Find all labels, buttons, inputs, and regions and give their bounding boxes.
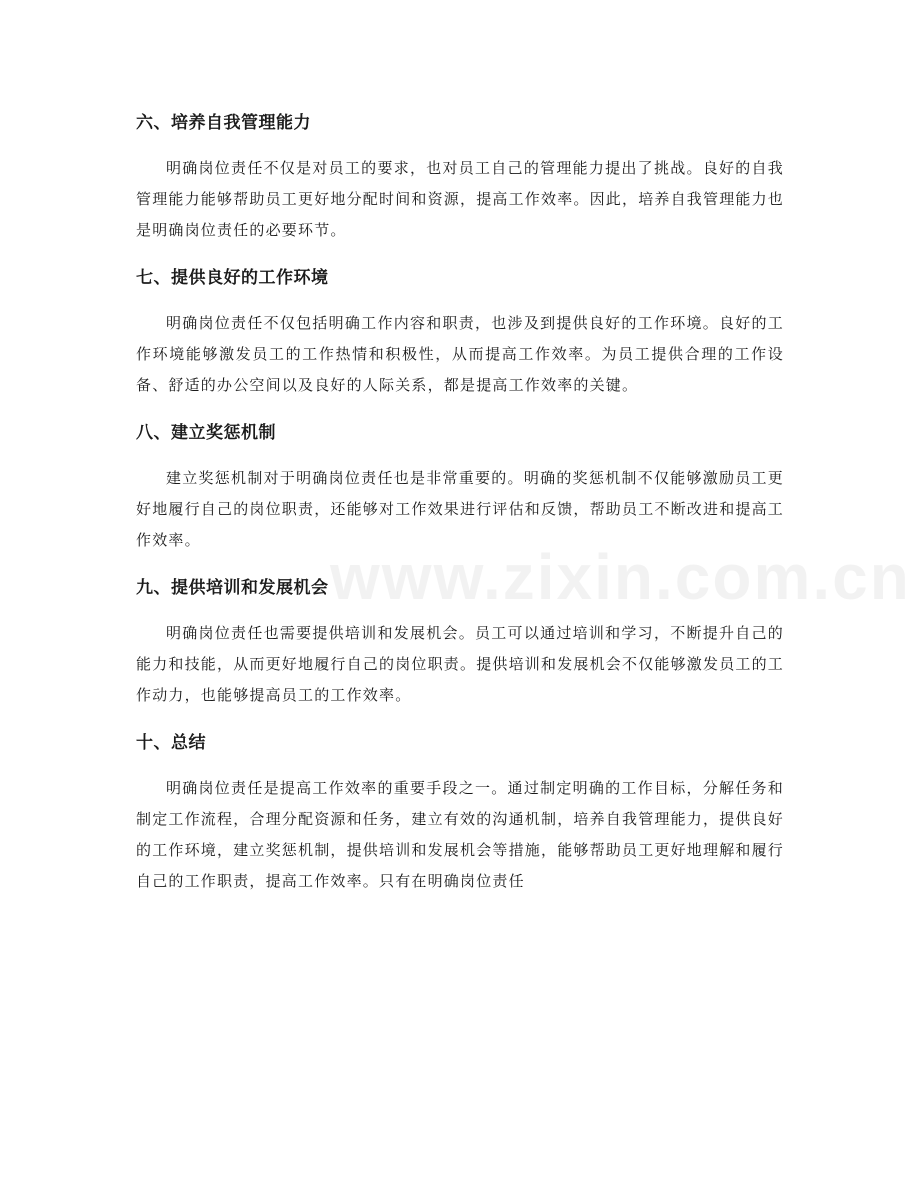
document-body (136, 103, 784, 909)
section-paragraph: 明确岗位责任是提高工作效率的重要手段之一。通过制定明确的工作目标，分解任务和制定工作流程，合理分配资源和任务，建立有效的沟通机制，培养自我管理能力，提供良好的工作环境，建立奖惩机制，提供培训和发展机会等措施，能够帮助员工更好地理解和履行自己的工作职责，提高工作效率。只有在明确岗位责任 (136, 779, 785, 890)
section-heading: 七、提供良好的工作环境 (136, 268, 329, 288)
section-10 (136, 723, 784, 897)
section-heading: 十、总结 (136, 733, 206, 753)
section-heading: 六、培养自我管理能力 (136, 113, 311, 133)
section-6 (136, 103, 784, 246)
section-paragraph: 明确岗位责任也需要提供培训和发展机会。员工可以通过培训和学习，不断提升自己的能力和技能，从而更好地履行自己的岗位职责。提供培训和发展机会不仅能够激发员工的工作动力，也能够提高员工的工作效率。 (136, 624, 785, 704)
section-paragraph: 建立奖惩机制对于明确岗位责任也是非常重要的。明确的奖惩机制不仅能够激励员工更好地履行自己的岗位职责，还能够对工作效果进行评估和反馈，帮助员工不断改进和提高工作效率。 (136, 469, 785, 549)
section-7 (136, 258, 784, 401)
section-paragraph: 明确岗位责任不仅是对员工的要求，也对员工自己的管理能力提出了挑战。良好的自我管理能力能够帮助员工更好地分配时间和资源，提高工作效率。因此，培养自我管理能力也是明确岗位责任的必要环节。 (136, 159, 785, 239)
section-8 (136, 413, 784, 556)
section-paragraph: 明确岗位责任不仅包括明确工作内容和职责，也涉及到提供良好的工作环境。良好的工作环境能够激发员工的工作热情和积极性，从而提高工作效率。为员工提供合理的工作设备、舒适的办公空间以及良好的人际关系，都是提高工作效率的关键。 (136, 314, 784, 394)
section-heading: 九、提供培训和发展机会 (136, 578, 329, 598)
section-9 (136, 568, 784, 711)
watermark: www.zixin.com.cn (330, 541, 911, 613)
section-heading: 八、建立奖惩机制 (136, 423, 276, 443)
